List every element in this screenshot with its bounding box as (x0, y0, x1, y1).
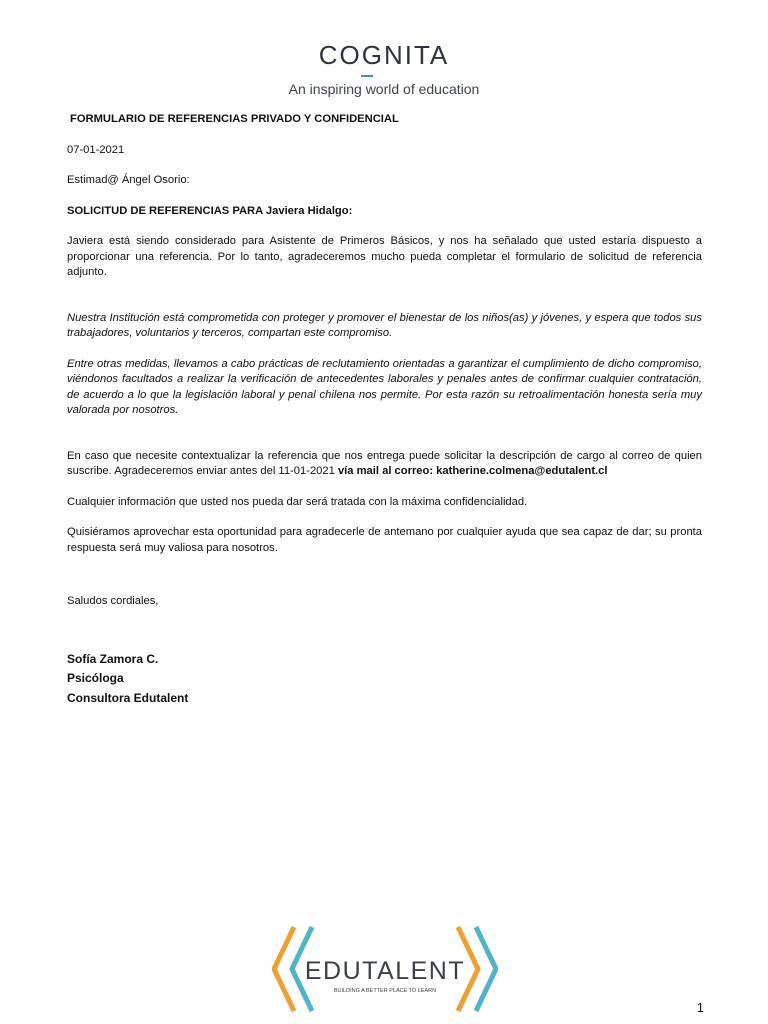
page-number: 1 (696, 1000, 704, 1015)
signer-role: Psicóloga (67, 671, 124, 685)
paragraph-candidate: Javiera está siendo considerado para Asistente de Primeros Básicos, y nos ha señalado que usted estaría dispuesto a proporcionar una referencia. Por lo tanto, agradeceremos mucho pueda completar el formulario de solicitud de referencia adjunto. (67, 235, 702, 278)
form-title: FORMULARIO DE REFERENCIAS PRIVADO Y CONFIDENCIAL (70, 113, 399, 125)
signature-block (67, 650, 702, 709)
signer-company: Consultora Edutalent (67, 690, 189, 705)
closing: Saludos cordiales, (67, 595, 159, 607)
contact-text: En caso que necesite contextualizar la referencia que nos entrega puede solicitar la descripción de cargo al correo de quien suscribe. Agradeceremos enviar antes del 11-01-2021 (67, 449, 702, 477)
letter-body (67, 112, 702, 708)
edutalent-logo (272, 925, 498, 1013)
cognita-logo (0, 40, 768, 97)
cognita-accent-bar (361, 75, 373, 77)
paragraph-measures: Entre otras medidas, llevamos a cabo prácticas de reclutamiento orientadas a garantizar el cumplimiento de dicho compromiso, viéndonos facultados a realizar la verificación de antecedentes laborales y penales antes de confirmar cualquier contratación, de acuerdo a lo que la legislación laboral y penal chilena nos permite. Por esta razón su retroalimentación honesta sería muy valorada por nosotros. (67, 357, 702, 416)
request-heading: SOLICITUD DE REFERENCIAS PARA Javiera Hidalgo: (67, 204, 353, 217)
contact-email: vía mail al correo: katherine.colmena@edutalent.cl (337, 465, 608, 477)
letter-date: 07-01-2021 (67, 143, 125, 156)
cognita-tagline: An inspiring world of education (288, 81, 480, 97)
paragraph-contact (67, 449, 702, 480)
paragraph-confidentiality: Cualquier información que usted nos pueda dar será tratada con la máxima confidencialidad. (67, 495, 528, 508)
signer-name: Sofía Zamora C. (67, 651, 159, 666)
cognita-wordmark: COGNITA (319, 40, 450, 71)
greeting: Estimad@ Ángel Osorio: (67, 174, 190, 186)
paragraph-thanks: Quisiéramos aprovechar esta oportunidad para agradecerle de antemano por cualquier ayuda que sea capaz de dar; su pronta respuesta será muy valiosa para nosotros. (67, 526, 702, 554)
edutalent-wordmark: EDUTALENT (304, 957, 466, 985)
edutalent-subtext: BUILDING A BETTER PLACE TO LEARN (333, 988, 437, 994)
paragraph-commitment: Nuestra Institución está comprometida con proteger y promover el bienestar de los niños(as) y jóvenes, y espera que todos sus trabajadores, voluntarios y terceros, compartan este compromiso. (67, 311, 702, 339)
